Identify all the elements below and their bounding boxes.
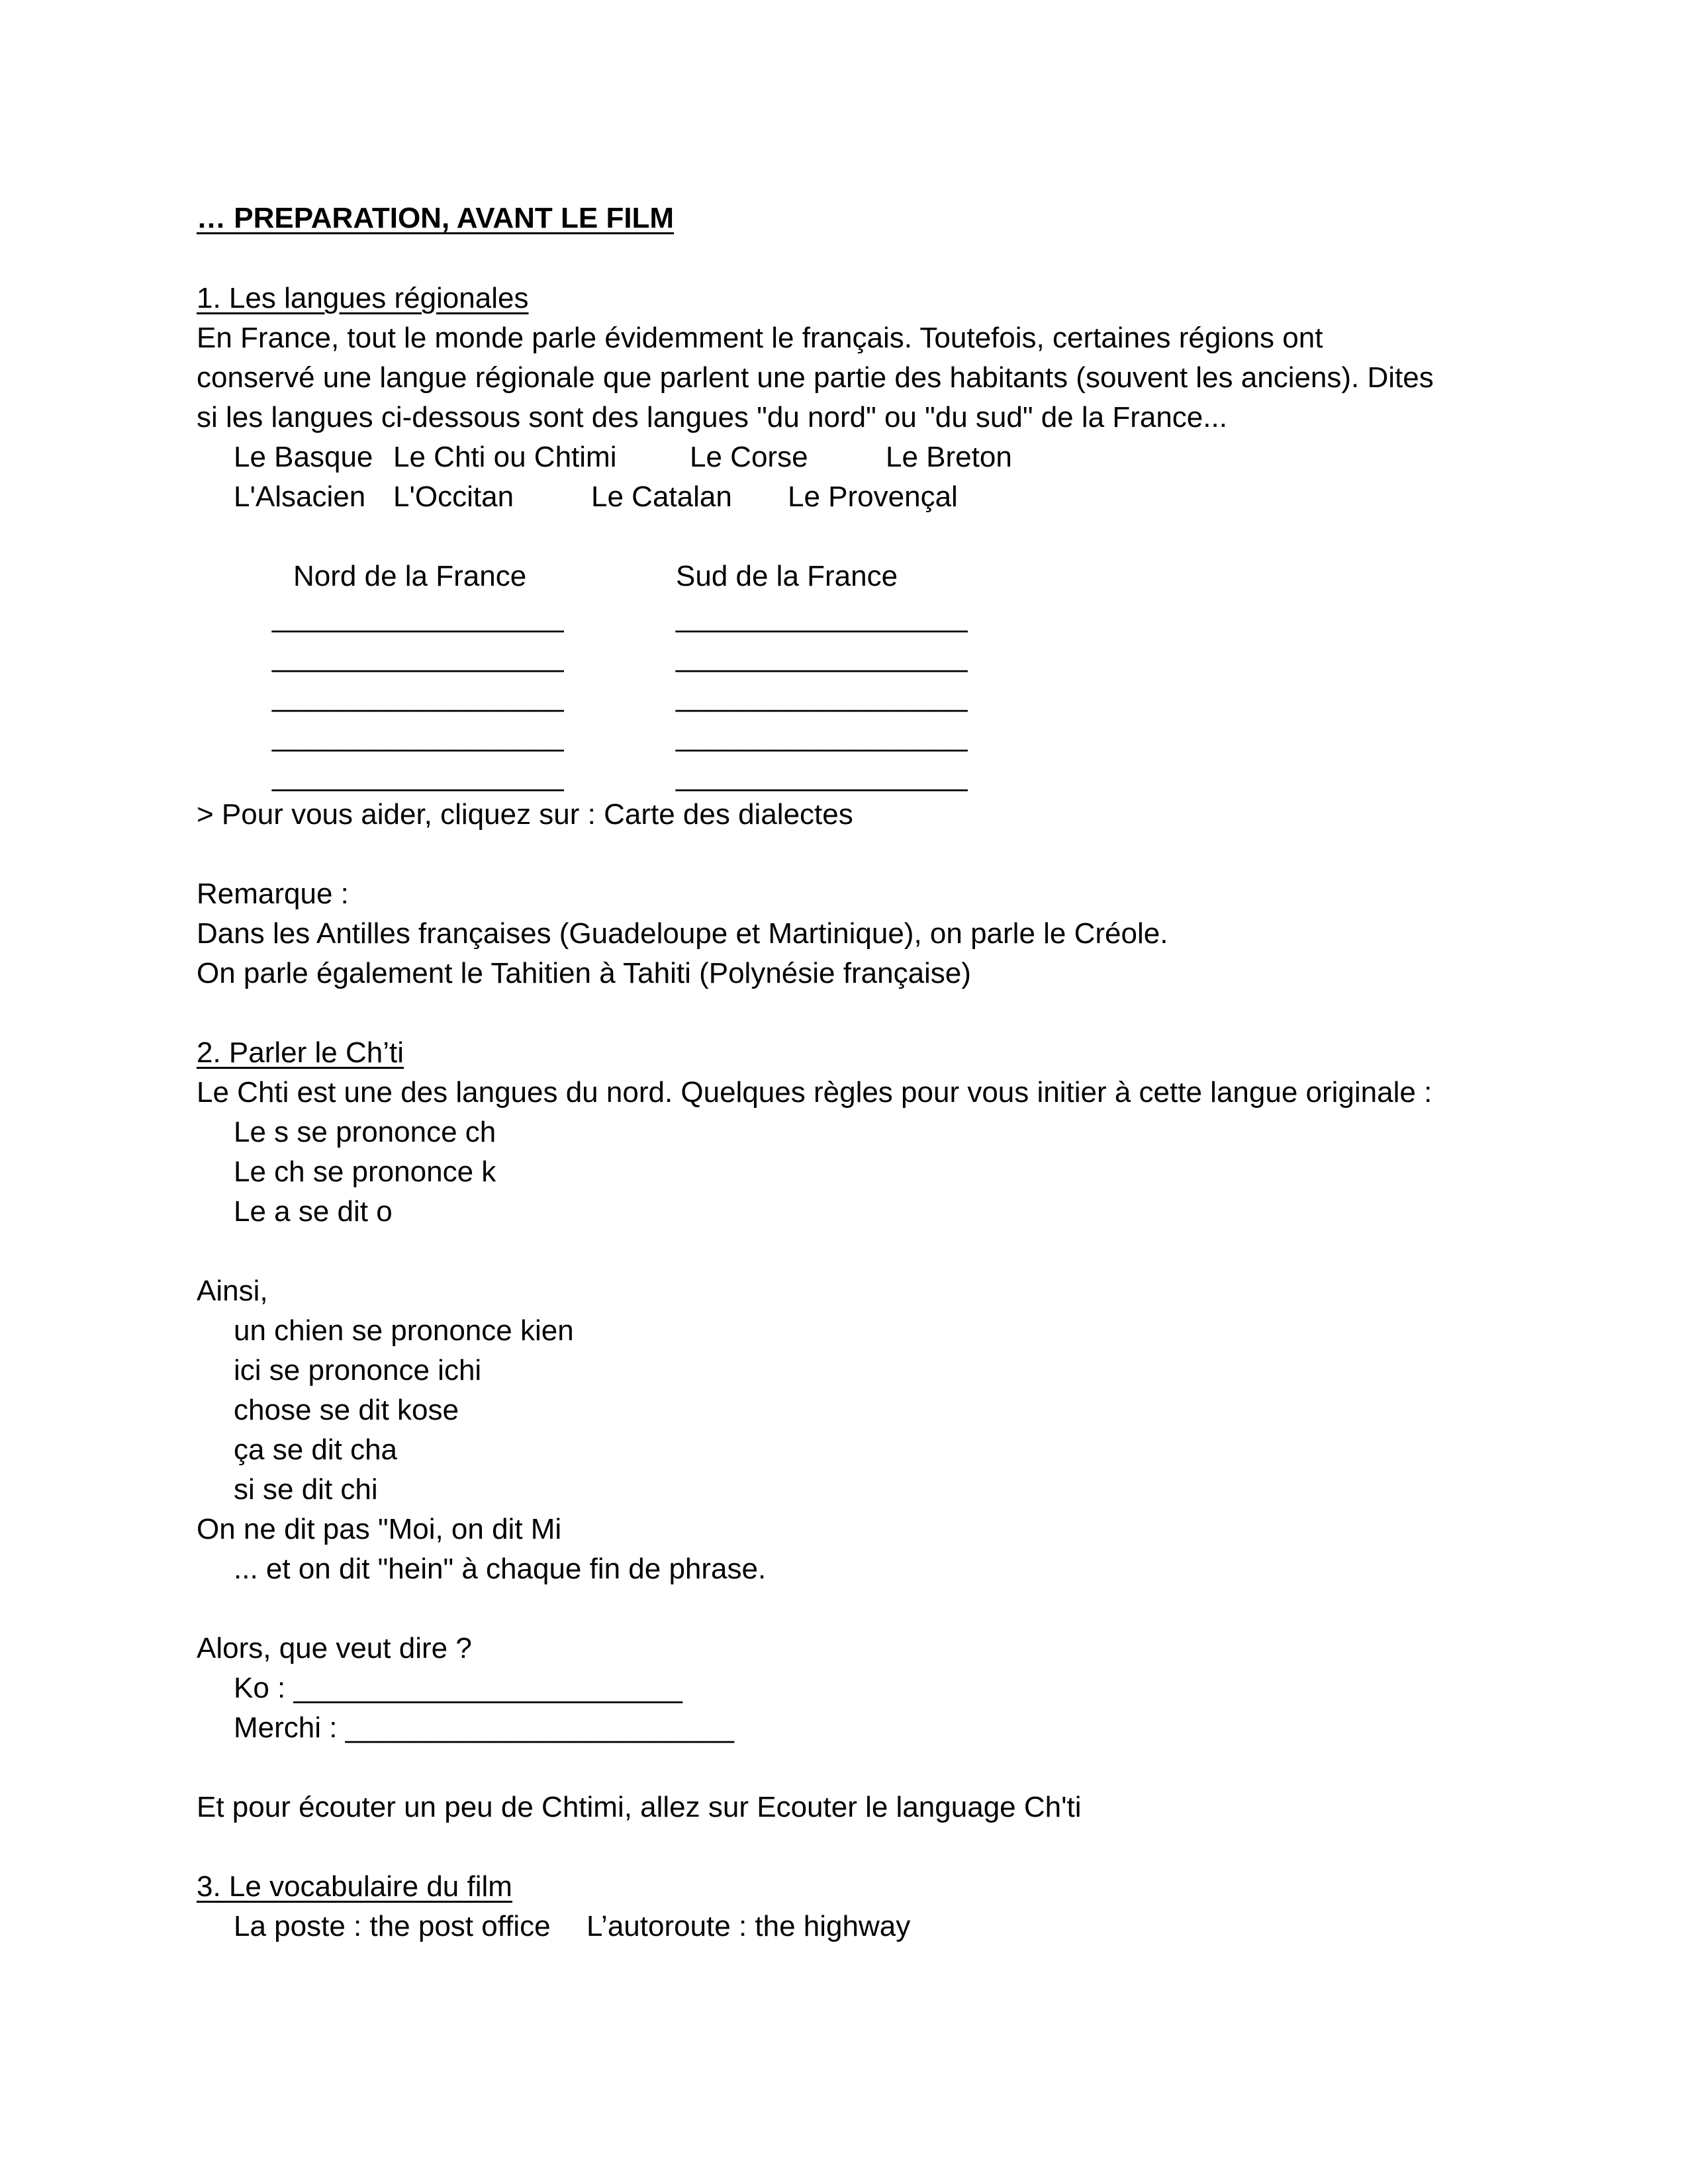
example-item: ça se dit cha bbox=[234, 1433, 398, 1466]
blank-line-sud: __________________ bbox=[676, 601, 968, 633]
hein-line: ... et on dit "hein" à chaque fin de phrase. bbox=[234, 1553, 767, 1585]
language-item: Le Chti ou Chtimi bbox=[393, 441, 617, 473]
blank-line-nord: __________________ bbox=[272, 641, 564, 673]
language-item: L'Alsacien bbox=[234, 480, 366, 513]
language-item: L'Occitan bbox=[393, 480, 514, 513]
intro-line: conservé une langue régionale que parlent une partie des habitants (souvent les anciens). Dites bbox=[197, 361, 1434, 394]
question-merchi: Merchi : ________________________ bbox=[234, 1711, 734, 1744]
language-item: Le Provençal bbox=[788, 480, 958, 513]
blank-line-sud: __________________ bbox=[676, 720, 968, 752]
language-item: Le Breton bbox=[886, 441, 1012, 473]
example-item: un chien se prononce kien bbox=[234, 1314, 574, 1347]
question-ko: Ko : ________________________ bbox=[234, 1672, 682, 1704]
remark-line: On parle également le Tahitien à Tahiti (Polynésie française) bbox=[197, 957, 971, 989]
example-item: ici se prononce ichi bbox=[234, 1354, 482, 1387]
blank-line-sud: __________________ bbox=[676, 641, 968, 673]
blank-line-sud: __________________ bbox=[676, 760, 968, 792]
column-header-nord: Nord de la France bbox=[293, 560, 527, 592]
question-label: Alors, que veut dire ? bbox=[197, 1632, 472, 1664]
language-item: Le Catalan bbox=[591, 480, 732, 513]
rule-item: Le ch se prononce k bbox=[234, 1156, 496, 1188]
remark-label: Remarque : bbox=[197, 878, 349, 910]
help-link[interactable]: > Pour vous aider, cliquez sur : Carte des dialectes bbox=[197, 798, 853, 831]
section-1-heading: 1. Les langues régionales bbox=[197, 282, 529, 314]
intro-line: En France, tout le monde parle évidemment le français. Toutefois, certaines régions ont bbox=[197, 322, 1323, 354]
section-3-heading: 3. Le vocabulaire du film bbox=[197, 1870, 512, 1903]
column-header-sud: Sud de la France bbox=[676, 560, 898, 592]
rule-item: Le a se dit o bbox=[234, 1195, 393, 1228]
vocab-item: L’autoroute : the highway bbox=[586, 1910, 911, 1942]
example-item: si se dit chi bbox=[234, 1473, 378, 1506]
section-2-intro: Le Chti est une des langues du nord. Quelques règles pour vous initier à cette langue originale : bbox=[197, 1076, 1432, 1109]
section-2-heading: 2. Parler le Ch’ti bbox=[197, 1036, 404, 1069]
language-item: Le Corse bbox=[690, 441, 808, 473]
remark-line: Dans les Antilles françaises (Guadeloupe et Martinique), on parle le Créole. bbox=[197, 917, 1168, 950]
listen-link[interactable]: Et pour écouter un peu de Chtimi, allez sur Ecouter le language Ch'ti bbox=[197, 1791, 1082, 1823]
vocab-item: La poste : the post office bbox=[234, 1910, 551, 1942]
blank-line-nord: __________________ bbox=[272, 601, 564, 633]
language-item: Le Basque bbox=[234, 441, 373, 473]
blank-line-nord: __________________ bbox=[272, 680, 564, 713]
blank-line-sud: __________________ bbox=[676, 680, 968, 713]
example-item: chose se dit kose bbox=[234, 1394, 459, 1426]
rule-item: Le s se prononce ch bbox=[234, 1116, 496, 1148]
intro-line: si les langues ci-dessous sont des langues "du nord" ou "du sud" de la France... bbox=[197, 401, 1227, 433]
blank-line-nord: __________________ bbox=[272, 720, 564, 752]
ainsi-label: Ainsi, bbox=[197, 1275, 268, 1307]
moi-line: On ne dit pas "Moi, on dit Mi bbox=[197, 1513, 562, 1545]
blank-line-nord: __________________ bbox=[272, 760, 564, 792]
page-title: … PREPARATION, AVANT LE FILM bbox=[197, 202, 675, 234]
